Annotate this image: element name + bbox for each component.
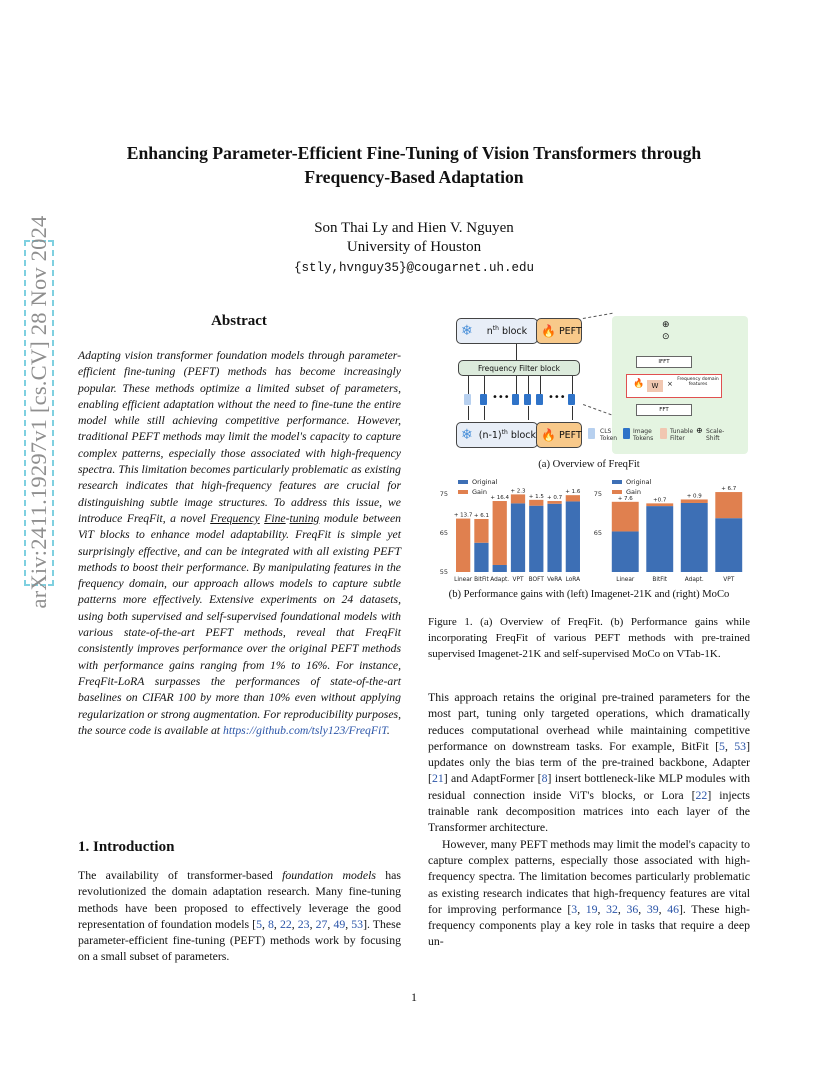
- y-tick-label: 75: [594, 490, 602, 498]
- abstract-text: [78, 348, 401, 739]
- introduction-text: The availability of transformer-based foundation models has revolutionized the domain adaptation research. Many fine-tuning methods have been proposed to effectively leverage the good representation of foundation models [5, 8, 22, 23, 27, 49, 53]. These parameter-efficient fine-tuning (PEFT) methods work by focusing on a small subset of parameters.: [78, 868, 401, 964]
- chart-moco-gains: [594, 474, 750, 588]
- prev-block-label: $(n-1)^{th}$ block: [478, 428, 537, 442]
- arrow: [484, 376, 485, 394]
- citation-link[interactable]: 3: [571, 901, 578, 916]
- snowflake-icon: ❄: [461, 323, 473, 339]
- citation-link[interactable]: 21: [431, 771, 444, 786]
- citation-link[interactable]: 8: [541, 771, 548, 786]
- arrow: [484, 406, 485, 420]
- legend-filter-swatch: [660, 428, 667, 439]
- snowflake-icon: ❄: [461, 427, 473, 443]
- abstract-heading: Abstract: [211, 313, 267, 329]
- data-label: + 1.6: [565, 489, 581, 496]
- ellipsis: •••: [492, 392, 510, 403]
- bar-original: [529, 506, 543, 572]
- bar-gain: [681, 499, 708, 503]
- peft-label: PEFT: [558, 325, 582, 337]
- arrow: [528, 406, 529, 420]
- ifft-box: IFFT: [636, 356, 692, 368]
- arrow: [516, 344, 517, 360]
- citation-link[interactable]: 5: [256, 916, 262, 931]
- legend-label: Original: [626, 478, 652, 486]
- bar-gain: [715, 492, 742, 518]
- x-tick-label: VPT: [512, 577, 524, 583]
- x-tick-label: BitFit: [652, 577, 668, 583]
- data-label: +0.7: [653, 497, 667, 504]
- citation-link[interactable]: 8: [268, 916, 274, 931]
- arrow: [572, 376, 573, 394]
- x-tick-label: Linear: [616, 577, 635, 583]
- x-tick-label: VeRA: [547, 577, 562, 583]
- legend-swatch: [458, 480, 468, 484]
- x-tick-label: BOFT: [528, 577, 544, 583]
- cls-token: [464, 394, 471, 405]
- nth-block: [456, 318, 538, 344]
- peft-module-bottom: [536, 422, 582, 448]
- data-label: + 7.6: [617, 495, 633, 502]
- bar-gain: [529, 500, 543, 506]
- source-code-link[interactable]: https://github.com/tsly123/FreqFiT: [222, 723, 387, 737]
- peft-label: PEFT: [558, 429, 582, 441]
- bar-gain: [511, 494, 525, 503]
- citation-link[interactable]: 19: [585, 901, 598, 916]
- intro-emphasis: foundation models: [282, 868, 376, 882]
- data-label: + 0.7: [547, 495, 563, 502]
- legend-scale-shift: Scale-Shift: [706, 428, 725, 442]
- section-heading-introduction: 1. Introduction: [78, 839, 175, 855]
- arrow: [540, 376, 541, 394]
- bar-original: [493, 565, 507, 572]
- frequency-word: Frequency: [210, 511, 260, 525]
- arrow: [516, 376, 517, 394]
- title-line-2: Frequency-Based Adaptation: [304, 167, 524, 187]
- fft-box: FFT: [636, 404, 692, 416]
- authors: Son Thai Ly and Hien V. Nguyen: [314, 220, 514, 236]
- citation-link[interactable]: 32: [606, 901, 618, 916]
- author-emails: {stly,hvnguy35}@cougarnet.uh.edu: [293, 261, 535, 275]
- zoom-connector: [583, 313, 613, 320]
- legend-cls-swatch: [588, 428, 595, 439]
- legend-label: Gain: [626, 488, 641, 496]
- right-column-text: [428, 689, 750, 950]
- data-label: + 6.7: [721, 486, 737, 493]
- x-tick-label: BitFit: [474, 577, 489, 583]
- legend-label: Original: [472, 478, 498, 486]
- citation-link[interactable]: 46: [667, 901, 679, 916]
- arrow: [468, 376, 469, 394]
- figure-overview-diagram: [428, 314, 750, 456]
- bar-original: [566, 501, 580, 572]
- image-token: [524, 394, 531, 405]
- multiply-icon: ⊙: [662, 332, 670, 342]
- y-tick-label: 55: [439, 568, 448, 576]
- legend-tunable-filter: Tunable Filter: [670, 428, 694, 442]
- bar-gain: [612, 502, 639, 532]
- citation-link[interactable]: 23: [297, 916, 310, 931]
- nth-block-label: $n^{th}$ block: [486, 324, 528, 338]
- paper-title: [80, 141, 748, 189]
- image-token: [480, 394, 487, 405]
- peft-module-top: [536, 318, 582, 344]
- bar-gain: [474, 519, 488, 543]
- citation-link[interactable]: 22: [279, 916, 292, 931]
- legend-label: Gain: [472, 488, 487, 496]
- fire-icon: 🔥: [633, 379, 645, 389]
- ellipsis: •••: [548, 392, 566, 403]
- abstract-part-2: module between ViT blocks to enhance model adaptability. FreqFit is simple yet surprisingly effective, and can be integrated with all existing PEFT methods to boost their performance. By manipulating features in the frequency domain, our approach allows models to capture subtle patterns more effectively. Extensive experiments on 24 datasets, using both supervised and self-supervised foundational models with various state-of-the-art PEFT methods, reveal that FreqFit consistently improves performance over the original PEFT methods with performance gains ranging from 1% to 16%. For instance, FreqFit-LoRA surpasses the performances of state-of-the-art baselines on CIFAR 100 by more than 10% even without applying regularization or strong augmentation. For reproducibility purposes, the source code is available at: [78, 511, 402, 737]
- abstract-end: .: [386, 723, 390, 737]
- data-label: + 16.4: [490, 495, 510, 502]
- x-tick-label: Adapt.: [490, 577, 510, 583]
- citation-link[interactable]: 53: [351, 916, 364, 931]
- intro-text-3: ]. These parameter-efficient fine-tuning (PEFT) methods work by focusing on a small subset of parameters.: [78, 916, 401, 964]
- title-line-1: Enhancing Parameter-Efficient Fine-Tuning of Vision Transformers through: [126, 143, 702, 163]
- bar-original: [511, 503, 525, 572]
- frequency-filter-block: Frequency Filter block: [458, 360, 580, 376]
- bar-original: [547, 504, 561, 572]
- arrow: [572, 406, 573, 420]
- citation-link[interactable]: 5: [719, 738, 725, 753]
- y-tick-label: 65: [594, 529, 602, 537]
- intro-text-1: The availability of transformer-based: [78, 868, 283, 882]
- legend-swatch: [458, 490, 468, 494]
- bar-gain: [646, 503, 673, 506]
- bar-original: [646, 506, 673, 572]
- affiliation: University of Houston: [346, 239, 482, 255]
- bar-original: [612, 531, 639, 572]
- prev-block: [456, 422, 538, 448]
- chart-imagenet-gains: [428, 474, 586, 588]
- page-number: 1: [411, 990, 417, 1004]
- y-tick-label: 65: [439, 529, 448, 537]
- arrow: [468, 406, 469, 420]
- bar-gain: [547, 501, 561, 504]
- data-label: + 0.9: [686, 493, 702, 500]
- image-token: [512, 394, 519, 405]
- citation-link[interactable]: 22: [695, 787, 708, 802]
- frequency-features-label: Frequency domain features: [677, 377, 719, 387]
- subcaption-a: (a) Overview of FreqFit: [538, 459, 640, 470]
- fire-icon: 🔥: [541, 324, 556, 338]
- y-tick-label: 75: [439, 490, 448, 498]
- legend-image-tokens: Image Tokens: [633, 428, 654, 442]
- filter-multiply-box: [626, 374, 722, 398]
- x-tick-label: LoRA: [565, 577, 581, 583]
- legend-swatch: [612, 490, 622, 494]
- bar-gain: [566, 495, 580, 501]
- zoom-connector: [583, 404, 612, 416]
- legend-cls-token: CLS Token: [600, 428, 618, 442]
- fire-icon: 🔥: [541, 428, 556, 442]
- image-token: [536, 394, 543, 405]
- fine-word: Fine: [264, 511, 286, 525]
- citation-link[interactable]: 27: [315, 916, 328, 931]
- data-label: + 1.5: [528, 493, 544, 500]
- arxiv-identifier: arXiv:2411.19297v1 [cs.CV] 28 Nov 2024: [26, 215, 51, 609]
- citation-link[interactable]: 36: [626, 901, 639, 916]
- data-label: + 13.7: [453, 512, 473, 519]
- bar-original: [681, 503, 708, 572]
- subcaption-b: (b) Performance gains with (left) Imagenet-21K and (right) MoCo: [448, 589, 730, 600]
- scale-shift-icon: ⊕: [696, 426, 703, 435]
- intro-text-2: has revolutionized the domain adaptation research. Many fine-tuning methods have been proposed to effectively leverage the good representation of foundation models [: [78, 868, 401, 931]
- legend-image-swatch: [623, 428, 630, 439]
- bar-gain: [493, 501, 507, 565]
- dash: -: [285, 511, 290, 525]
- x-tick-label: Adapt.: [684, 577, 704, 583]
- image-token: [568, 394, 575, 405]
- x-tick-label: Linear: [454, 577, 473, 583]
- data-label: + 2.3: [510, 488, 526, 495]
- data-label: + 6.1: [473, 512, 489, 519]
- weight-w: W: [647, 380, 663, 392]
- tuning-word: tuning: [289, 511, 320, 525]
- add-icon: ⊕: [662, 320, 670, 330]
- citation-link[interactable]: 49: [333, 916, 346, 931]
- abstract-part-1: Adapting vision transformer foundation models through parameter-efficient fine-tuning (PEFT) methods has become increasingly popular. These methods optimize a limited subset of parameters, enabling efficient adaptation without the need to fine-tune the entire model while still achieving competitive performance. However, traditional PEFT methods may limit the model's capacity to capture complex patterns, especially those associated with high-frequency spectra. This limitation becomes particularly problematic as existing research indicates that high-frequency features are crucial for distinguishing subtle image structures. To address this issue, we introduce FreqFit, a novel: [78, 349, 401, 525]
- paragraph: This approach retains the original pre-trained parameters for the most part, tuning only targeted operations, which dramatically reduces computational overhead while maintaining competitive performance on downstream tasks. For example, BitFit [5, 53] updates only the bias term of the pre-trained backbone, Adapter [21] and AdaptFormer [8] insert bottleneck-like MLP modules with residual connection inside ViT's blocks, or Lora [22] injects trainable rank decomposition matrices into each layer of the Transformer architecture.: [428, 690, 751, 835]
- figure-caption: Figure 1. (a) Overview of FreqFit. (b) Performance gains while incorporating FreqFit of various PEFT methods with pre-trained supervised Imagenet-21K and self-supervised MoCo on VTab-1K.: [428, 616, 750, 660]
- bar-original: [474, 543, 488, 572]
- paragraph: However, many PEFT methods may limit the model's capacity to capture complex patterns, especially those associated with high-frequency spectra. The limitation becomes particularly problematic as existing research indicates that high-frequency features are vital for improving performance [3, 19, 32, 36, 39, 46]. These high-frequency components play a key role in tasks that require a deep un-: [428, 836, 750, 949]
- arrow: [528, 376, 529, 394]
- legend-swatch: [612, 480, 622, 484]
- x-tick-label: VPT: [723, 577, 735, 583]
- multiply-sign: ×: [667, 380, 673, 388]
- bar-original: [715, 518, 742, 572]
- citation-link[interactable]: 53: [734, 738, 747, 753]
- bar-gain: [456, 519, 470, 572]
- citation-link[interactable]: 39: [646, 901, 659, 916]
